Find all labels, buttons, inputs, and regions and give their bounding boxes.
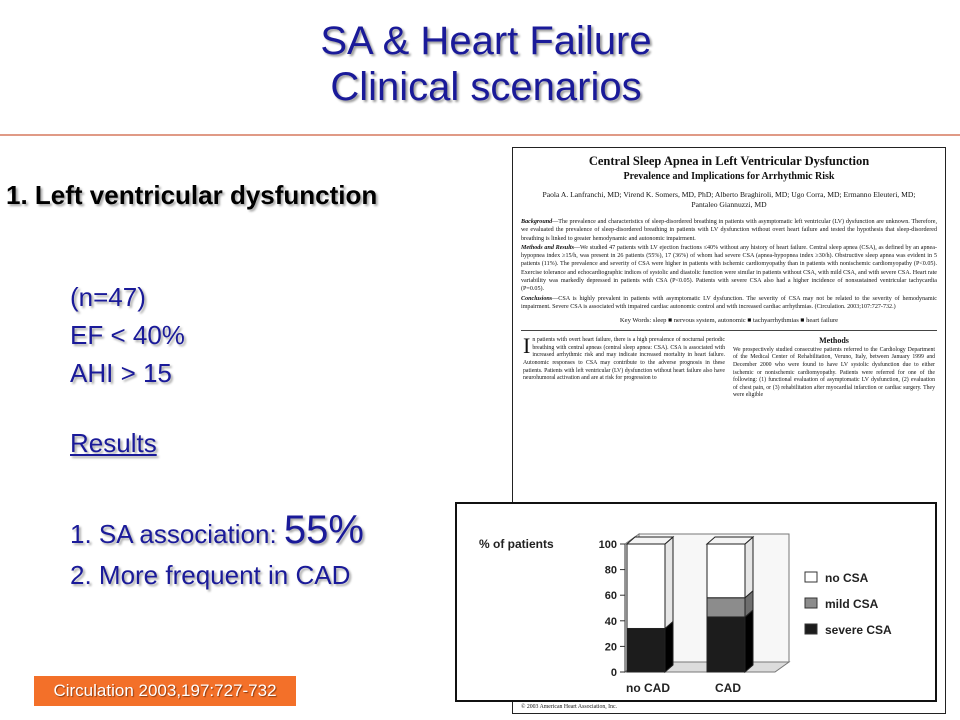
abstract-conclusions-label: Conclusions [521, 295, 553, 302]
paper-methods-heading: Methods [819, 336, 849, 346]
paper-intro-column [519, 333, 729, 400]
finding-1 [70, 508, 364, 553]
finding-2: 2. More frequent in CAD [70, 560, 351, 590]
bar-segment [707, 617, 745, 672]
y-tick-label: 80 [604, 564, 617, 577]
paper-keywords: Key Words: sleep ■ nervous system, autonomic ■ tachyarrhythmias ■ heart failure [619, 317, 839, 325]
slide-title [0, 18, 960, 110]
legend-label: no CSA [825, 571, 869, 585]
bar-segment [627, 628, 665, 672]
section-heading: 1. Left ventricular dysfunction [6, 180, 378, 210]
x-tick-label: CAD [715, 681, 741, 695]
paper-body [519, 333, 939, 400]
paper-subtitle: Prevalence and Implications for Arrhythmic Risk [623, 171, 835, 182]
bar-segment [627, 544, 665, 628]
slide-title-line2: Clinical scenarios [330, 65, 642, 109]
patient-criteria [70, 278, 185, 392]
legend-label: mild CSA [825, 597, 879, 611]
legend-swatch [805, 624, 817, 634]
legend-label: severe CSA [825, 623, 892, 637]
results-label: Results [70, 428, 157, 458]
y-tick-label: 100 [598, 539, 617, 551]
paper-methods-column [729, 337, 939, 400]
paper-title: Central Sleep Apnea in Left Ventricular Dysfunction [588, 154, 870, 168]
legend-swatch [805, 572, 817, 582]
csa-chart-svg [457, 504, 931, 696]
y-tick-label: 20 [604, 641, 617, 654]
criteria-n: (n=47) [70, 282, 146, 312]
criteria-ef: EF < 40% [70, 320, 185, 350]
bar-segment-side [665, 537, 673, 628]
bar-segment-side [745, 610, 753, 672]
csa-chart [455, 502, 937, 702]
bar-top [707, 537, 753, 544]
citation-badge: Circulation 2003,197:727-732 [34, 676, 296, 706]
x-tick-label: no CAD [626, 681, 670, 695]
paper-divider [521, 330, 937, 331]
abstract-background-label: Background [521, 219, 553, 225]
abstract-methods: —We studied 47 patients with LV ejection fractions ≤40% without any history of heart failure. Central sleep apnea (CSA), as defined by an apnea-hypopnea index ≥15/h, was present in 26 patients (55%), 17 (36%) of whom had severe CSA (apnea-hypopnea index ≥30/h). Obstructive sleep apnea was evident in 5 patients (11%). The prevalence and severity of CSA were higher in patients with ischemic cardiomyopathy than in patients with nonischemic cardiomyopathy (P<0.05). Exercise tolerance and echocardiographic indices of systolic and diastolic function were similar in patients without CSA, with mild CSA, and with severe CSA. Heart rate variability was markedly depressed in patients with CSA (P<0.05). Patients with severe CSA also had a higher incidence of nonsustained ventricular tachycardia (P=0.05). [521, 244, 937, 293]
legend-swatch [805, 598, 817, 608]
paper-intro: n patients with overt heart failure, there is a high prevalence of nocturnal periodic breathing with central apneas (central sleep apnea: CSA). CSA is associated with increased arrhythmic risk and may indicate increased mortality in heart failure. Autonomic responses to CSA may contribute to the adverse prognosis in these patients. Patients with left ventricular (LV) dysfunction without heart failure also have neurohumoral activation and are at risk for progression to [523, 337, 725, 382]
bar-segment-side [665, 621, 673, 672]
bar-segment [707, 598, 745, 617]
y-tick-label: 60 [604, 590, 617, 603]
paper-abstract [521, 218, 937, 311]
title-divider [0, 134, 960, 136]
y-tick-label: 0 [610, 667, 617, 679]
abstract-methods-label: Methods and Results [521, 244, 574, 251]
paper-authors: Paola A. Lanfranchi, MD; Virend K. Somers, MD, PhD; Alberto Braghiroli, MD; Ugo Corra, MD; Ermanno Eleuteri, MD; Pantaleo Giannuzzi, MD [542, 190, 916, 209]
paper-dropcap: I [523, 333, 531, 359]
paper-copyright: © 2003 American Heart Association, Inc. [521, 704, 618, 710]
abstract-conclusions: —CSA is highly prevalent in patients with asymptomatic LV dysfunction. The severity of CSA may not be related to the severity of hemodynamic impairment. Severe CSA is associated with impaired cardiac autonomic control and with increased cardiac arrhythmias. (Circulation. 2003;107:727-732.) [521, 295, 937, 310]
finding-1-value: 55% [283, 508, 364, 552]
bar-segment-side [745, 537, 753, 598]
abstract-background: —The prevalence and characteristics of sleep-disordered breathing in patients with asymptomatic left ventricular (LV) dysfunction are unknown. Therefore, we evaluated the prevalence of sleep-disordered breathing in patients with LV dysfunction without overt heart failure and tested the hypothesis that sleep-disordered breathing is linked to greater hemodynamic and autonomic impairment. [521, 219, 937, 242]
bar-top [627, 537, 673, 544]
y-axis-label: % of patients [479, 537, 554, 551]
criteria-ahi: AHI > 15 [70, 358, 172, 388]
bar-segment [707, 544, 745, 598]
paper-methods-text: We prospectively studied consecutive patients referred to the Cardiology Department of the Medical Center of Rehabilitation, Veruno, Italy, between January 1999 and December 2000 who were found to have LV systolic dysfunction due to either ischemic or nonischemic cardiomyopathy. Patients were referred for one of the following: (1) functional evaluation of asymptomatic LV dysfunction, (2) evaluation of chest pain, or (3) rehabilitation after myocardial infarction or cardiac surgery. They were eligible [733, 346, 935, 399]
y-tick-label: 40 [604, 615, 617, 628]
slide-title-line1: SA & Heart Failure [320, 19, 652, 63]
finding-1-label: 1. SA association: [70, 519, 284, 549]
